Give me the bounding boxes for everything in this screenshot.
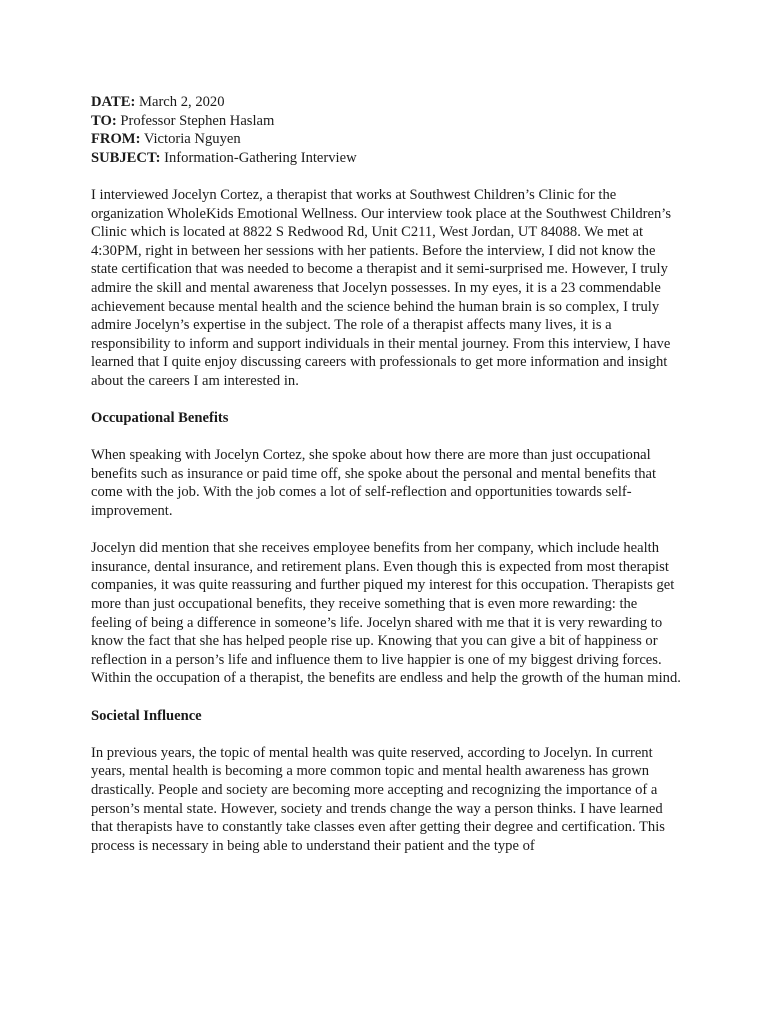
societal-influence-paragraph-1: In previous years, the topic of mental health was quite reserved, according to Jocelyn. In current years, mental health is becoming a more common topic and mental health awareness has grown drastically. People and society are becoming more accepting and recognizing the importance of a person’s mental state. However, society and trends change the way a person thinks. I have learned that therapists have to constantly take classes even after getting their degree and certification. This process is necessary in being able to understand their patient and the type of bbox=[91, 744, 665, 854]
memo-subject-line bbox=[91, 149, 681, 168]
occupational-benefits-paragraph-2: Jocelyn did mention that she receives employee benefits from her company, which include health insurance, dental insurance, and retirement plans. Even though this is expected from most therapist companies, it was quite reassuring and further piqued my interest for this occupation. Therapists get more than just occupational benefits, they receive something that is even more rewarding: the feeling of being a difference in someone’s life. Jocelyn shared with me that it is very rewarding to know the fact that she has helped people rise up. Knowing that you can give a bit of happiness or reflection in a person’s life and influence them to live happier is one of my biggest driving forces. Within the occupation of a therapist, the benefits are endless and help the growth of the human mind. bbox=[91, 540, 681, 687]
memo-from-value: Victoria Nguyen bbox=[143, 131, 241, 148]
memo-date-value: March 2, 2020 bbox=[138, 94, 225, 110]
occupational-benefits-heading: Occupational Benefits bbox=[91, 410, 229, 427]
memo-date-label: DATE: bbox=[91, 94, 136, 110]
memo-from-line bbox=[91, 130, 681, 149]
intro-paragraph: I interviewed Jocelyn Cortez, a therapist that works at Southwest Children’s Clinic for the organization WholeKids Emotional Wellness. Our interview took place at the Southwest Children’s Clinic which is located at 8822 S Redwood Rd, Unit C211, West Jordan, UT 84088. We met at 4:30PM, right in between her sessions with her patients. Before the interview, I did not know the state certification that was needed to become a therapist and it semi-surprised me. However, I truly admire the skill and mental awareness that Jocelyn possesses. In my eyes, it is a 23 commendable achievement because mental health and the science behind the human brain is so complex, I truly admire Jocelyn’s expertise in the subject. The role of a therapist affects many lives, it is a responsibility to inform and support individuals in their mental journey. From this interview, I have learned that I quite enjoy discussing careers with professionals to get more information and insight about the careers I am interested in. bbox=[91, 186, 672, 389]
memo-header bbox=[91, 93, 681, 167]
memo-subject-label: SUBJECT: bbox=[91, 149, 161, 166]
occupational-benefits-paragraph-1: When speaking with Jocelyn Cortez, she spoke about how there are more than just occupational benefits such as insurance or paid time off, she spoke about the personal and mental benefits that come with the job. With the job comes a lot of self-reflection and opportunities towards self-improvement. bbox=[91, 447, 657, 520]
societal-influence-heading: Societal Influence bbox=[91, 707, 202, 724]
memo-subject-value: Information-Gathering Interview bbox=[164, 149, 357, 166]
memo-to-label: TO: bbox=[91, 112, 117, 129]
document-content bbox=[91, 93, 681, 874]
memo-to-line bbox=[91, 112, 681, 131]
memo-to-value: Professor Stephen Haslam bbox=[120, 112, 275, 129]
memo-date-line bbox=[91, 93, 681, 112]
memo-from-label: FROM: bbox=[91, 131, 141, 148]
